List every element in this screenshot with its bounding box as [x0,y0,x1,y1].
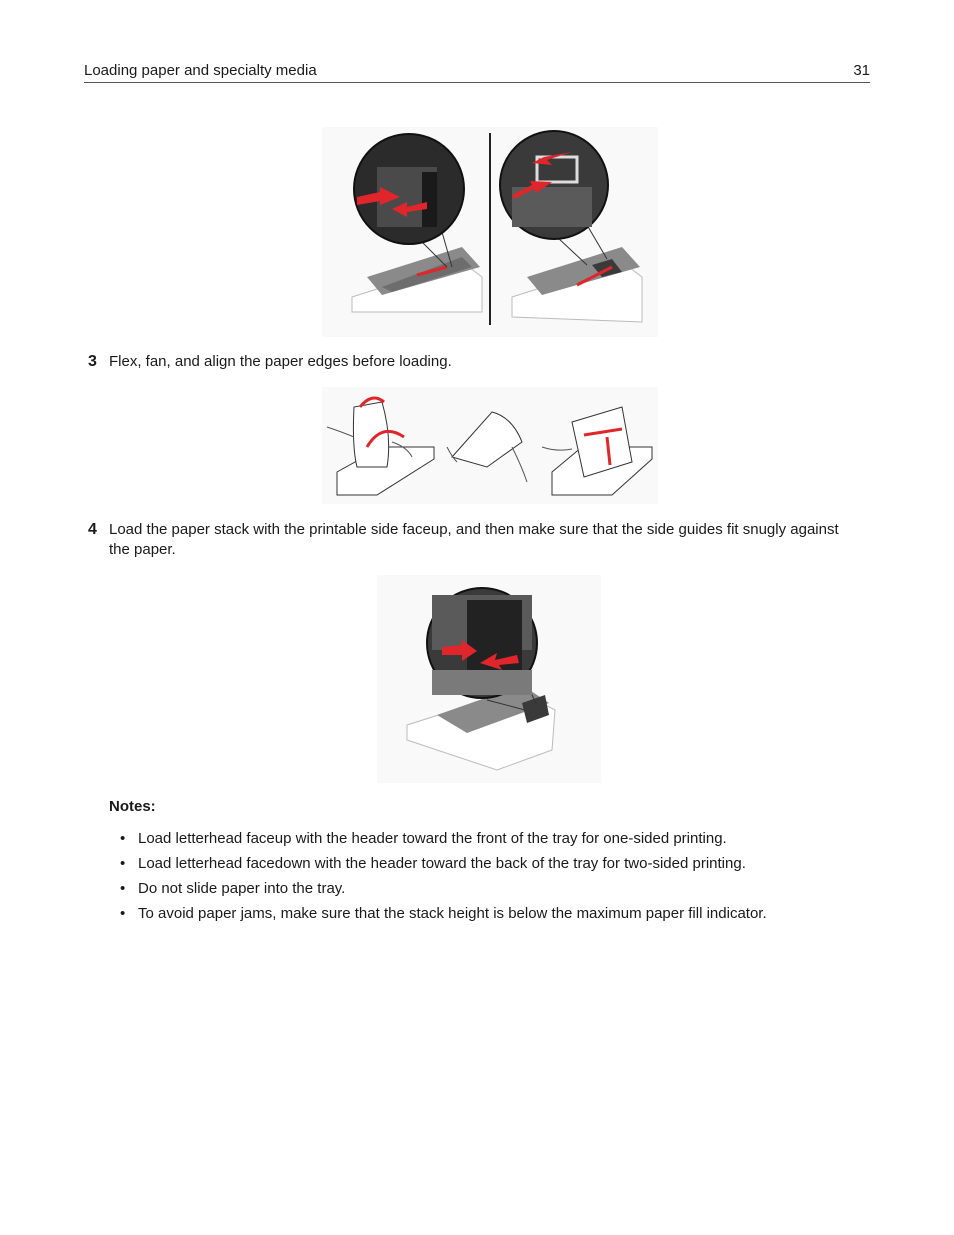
tray-illustration-right [512,247,642,322]
bullet-icon: • [120,905,126,922]
page-number: 31 [853,62,870,79]
step-text: Load the paper stack with the printable side faceup, and then make sure that the side guides fit snugly against the paper. [109,521,839,558]
note-text: To avoid paper jams, make sure that the stack height is below the maximum paper fill indicator. [138,905,767,922]
bullet-icon: • [120,855,126,872]
magnifier [427,588,537,710]
page-header [84,61,870,83]
notes-list [120,829,767,929]
figure-load-paper-stack [377,575,601,783]
note-item [120,879,767,904]
bullet-icon: • [120,880,126,897]
figure-adjust-guides [322,127,658,337]
tray-illustration-left [352,247,482,312]
note-item [120,854,767,879]
fan-paper-illustration [447,412,527,482]
note-item [120,829,767,854]
magnifier-right [500,131,608,265]
figure-flex-fan-align [322,387,658,504]
notes-heading: Notes: [109,798,156,815]
step-text: Flex, fan, and align the paper edges before loading. [109,353,452,370]
header-title: Loading paper and specialty media [84,62,317,79]
note-text: Load letterhead facedown with the header toward the back of the tray for two-sided printing. [138,855,746,872]
magnifier-left [354,134,464,267]
step-number: 3 [88,353,97,370]
align-paper-illustration [542,407,652,495]
note-text: Load letterhead faceup with the header toward the front of the tray for one-sided printing. [138,830,727,847]
note-item [120,904,767,929]
bullet-icon: • [120,830,126,847]
step-number: 4 [88,521,97,538]
note-text: Do not slide paper into the tray. [138,880,346,897]
flex-paper-illustration [327,398,434,495]
